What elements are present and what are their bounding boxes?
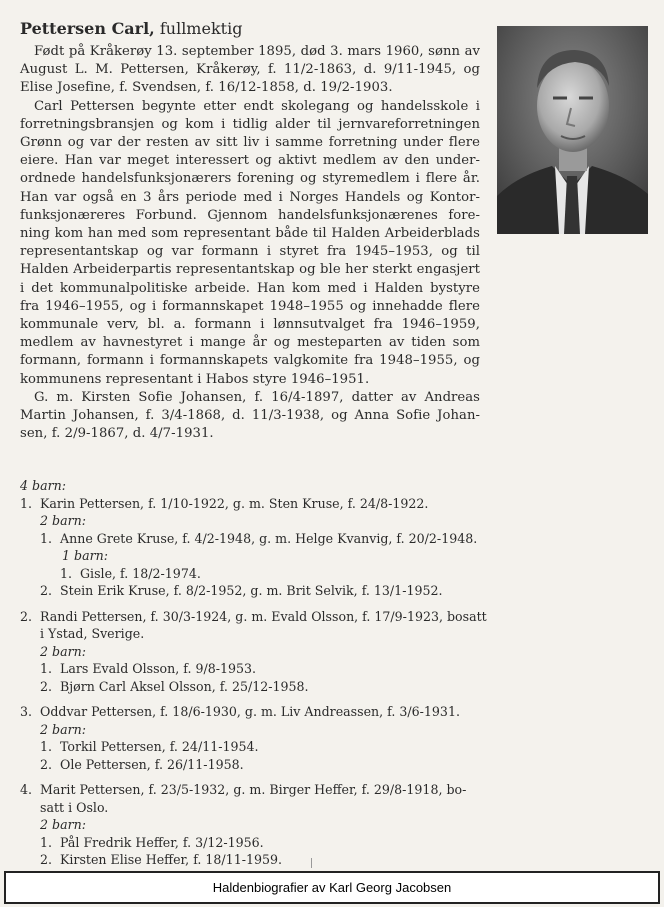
item-text-continued: satt i Oslo. bbox=[40, 799, 109, 815]
text-line: ning kom han med som representant både til Halden Arbeiderblads bbox=[20, 226, 480, 242]
footer-text: Haldenbiografier av Karl Georg Jacobsen bbox=[212, 880, 452, 895]
item-text: Lars Evald Olsson, f. 9/8-1953. bbox=[60, 661, 257, 676]
text-line: sen, f. 2/9-1867, d. 4/7-1931. bbox=[20, 426, 214, 442]
text-line: forretningsbransjen og kom i tidlig alder til jernvareforretningen bbox=[20, 116, 480, 132]
text-line: fra 1946–1955, og i formannskapet 1948–1955 og innehadde flere bbox=[20, 298, 480, 314]
item-text: Ole Pettersen, f. 26/11-1958. bbox=[60, 756, 244, 772]
list-item bbox=[20, 834, 490, 852]
children-list bbox=[20, 477, 490, 869]
item-number: 2. bbox=[40, 678, 53, 694]
biography-text bbox=[20, 43, 480, 443]
item-text: Pål Fredrik Heffer, f. 3/12-1956. bbox=[60, 834, 264, 850]
text-line: August L. M. Pettersen, Kråkerøy, f. 11/2-1863, d. 9/11-1945, og bbox=[20, 62, 480, 78]
text-line: Han var også en 3 års periode med i Norges Handels og Kontor- bbox=[20, 189, 480, 205]
text-line: i det kommunalpolitiske arbeide. Han kom med i Halden bystyre bbox=[20, 280, 480, 296]
item-number: 2. bbox=[40, 583, 53, 598]
sub-heading: 1 barn: bbox=[62, 548, 108, 563]
sub-heading: 2 barn: bbox=[40, 817, 86, 832]
portrait-image bbox=[497, 26, 648, 234]
person-title: fullmektig bbox=[159, 19, 243, 38]
list-item bbox=[20, 738, 490, 756]
item-text: Marit Pettersen, f. 23/5-1932, g. m. Birger Heffer, f. 29/8-1918, bo- bbox=[40, 782, 467, 797]
list-item bbox=[20, 678, 490, 696]
birth-paragraph bbox=[20, 43, 480, 98]
item-text: Gisle, f. 18/2-1974. bbox=[80, 565, 201, 581]
item-number: 1. bbox=[40, 739, 53, 754]
list-item bbox=[20, 582, 490, 600]
item-text: Kirsten Elise Heffer, f. 18/11-1959. bbox=[60, 852, 283, 867]
marriage-paragraph bbox=[20, 389, 480, 444]
list-item bbox=[20, 565, 490, 583]
list-item bbox=[20, 608, 490, 626]
text-line: formann, formann i formannskapets valgkomite fra 1948–1955, og bbox=[20, 353, 480, 369]
sub-heading: 2 barn: bbox=[40, 643, 86, 659]
list-item bbox=[20, 530, 490, 548]
item-number: 2. bbox=[40, 852, 53, 867]
item-text: Karin Pettersen, f. 1/10-1922, g. m. Sten Kruse, f. 24/8-1922. bbox=[40, 495, 429, 511]
list-item bbox=[20, 495, 490, 513]
item-text: Anne Grete Kruse, f. 4/2-1948, g. m. Helge Kvanvig, f. 20/2-1948. bbox=[60, 530, 478, 546]
item-text: Torkil Pettersen, f. 24/11-1954. bbox=[60, 739, 259, 754]
text-line: medlem av havnestyret i mange år og mesteparten av tiden som bbox=[20, 335, 480, 351]
portrait-photo bbox=[497, 26, 648, 234]
list-item bbox=[20, 781, 490, 799]
text-line: Carl Pettersen begynte etter endt skolegang og handelsskole i bbox=[34, 98, 480, 114]
sub-heading: 2 barn: bbox=[40, 721, 86, 737]
biography-heading bbox=[20, 19, 242, 39]
text-line: Elise Josefine, f. Svendsen, f. 16/12-1858, d. 19/2-1903. bbox=[20, 80, 393, 96]
item-text-continued: i Ystad, Sverige. bbox=[40, 626, 145, 641]
text-line: kommunens representant i Habos styre 1946–1951. bbox=[20, 371, 370, 387]
text-line: Grønn og var der resten av sitt liv i samme forretning under flere bbox=[20, 135, 480, 151]
item-text: Randi Pettersen, f. 30/3-1924, g. m. Evald Olsson, f. 17/9-1923, bosatt bbox=[40, 608, 487, 624]
text-line: G. m. Kirsten Sofie Johansen, f. 16/4-1897, datter av Andreas bbox=[34, 389, 480, 405]
list-item bbox=[20, 756, 490, 774]
person-name: Pettersen Carl, bbox=[20, 19, 155, 38]
item-text: Bjørn Carl Aksel Olsson, f. 25/12-1958. bbox=[60, 678, 309, 694]
item-number: 1. bbox=[40, 661, 53, 676]
item-text: Oddvar Pettersen, f. 18/6-1930, g. m. Liv Andreassen, f. 3/6-1931. bbox=[40, 704, 460, 719]
text-line: funksjonæreres Forbund. Gjennom handelsfunksjonærenes fore- bbox=[20, 207, 480, 223]
children-heading: 4 barn: bbox=[20, 478, 66, 493]
text-line: representantskap og var formann i styret fra 1945–1953, og til bbox=[20, 244, 480, 260]
item-number: 2. bbox=[20, 608, 33, 624]
item-number: 3. bbox=[20, 704, 33, 719]
list-item bbox=[20, 851, 490, 869]
text-line: eiere. Han var meget interessert og aktivt medlem av den under- bbox=[20, 153, 480, 169]
item-text: Stein Erik Kruse, f. 8/2-1952, g. m. Brit Selvik, f. 13/1-1952. bbox=[60, 583, 443, 598]
item-number: 4. bbox=[20, 782, 33, 797]
sub-heading: 2 barn: bbox=[40, 513, 86, 528]
item-number: 1. bbox=[40, 834, 53, 850]
text-line: ordnede handelsfunksjonærers forening og styremedlem i flere år. bbox=[20, 171, 480, 187]
page-divider bbox=[311, 858, 312, 868]
item-number: 2. bbox=[40, 756, 53, 772]
text-line: Født på Kråkerøy 13. september 1895, død 3. mars 1960, sønn av bbox=[34, 44, 480, 59]
item-number: 1. bbox=[40, 530, 53, 546]
text-line: kommunale verv, bl. a. formann i lønnsutvalget fra 1946–1959, bbox=[20, 317, 480, 333]
career-paragraph bbox=[20, 98, 480, 389]
text-line: Halden Arbeiderpartis representantskap og ble her sterkt engasjert bbox=[20, 262, 480, 278]
item-number: 1. bbox=[60, 565, 73, 581]
footer-caption bbox=[4, 871, 660, 904]
list-item bbox=[20, 660, 490, 678]
item-number: 1. bbox=[20, 495, 33, 511]
list-item bbox=[20, 703, 490, 721]
text-line: Martin Johansen, f. 3/4-1868, d. 11/3-1938, og Anna Sofie Johan- bbox=[20, 408, 480, 424]
